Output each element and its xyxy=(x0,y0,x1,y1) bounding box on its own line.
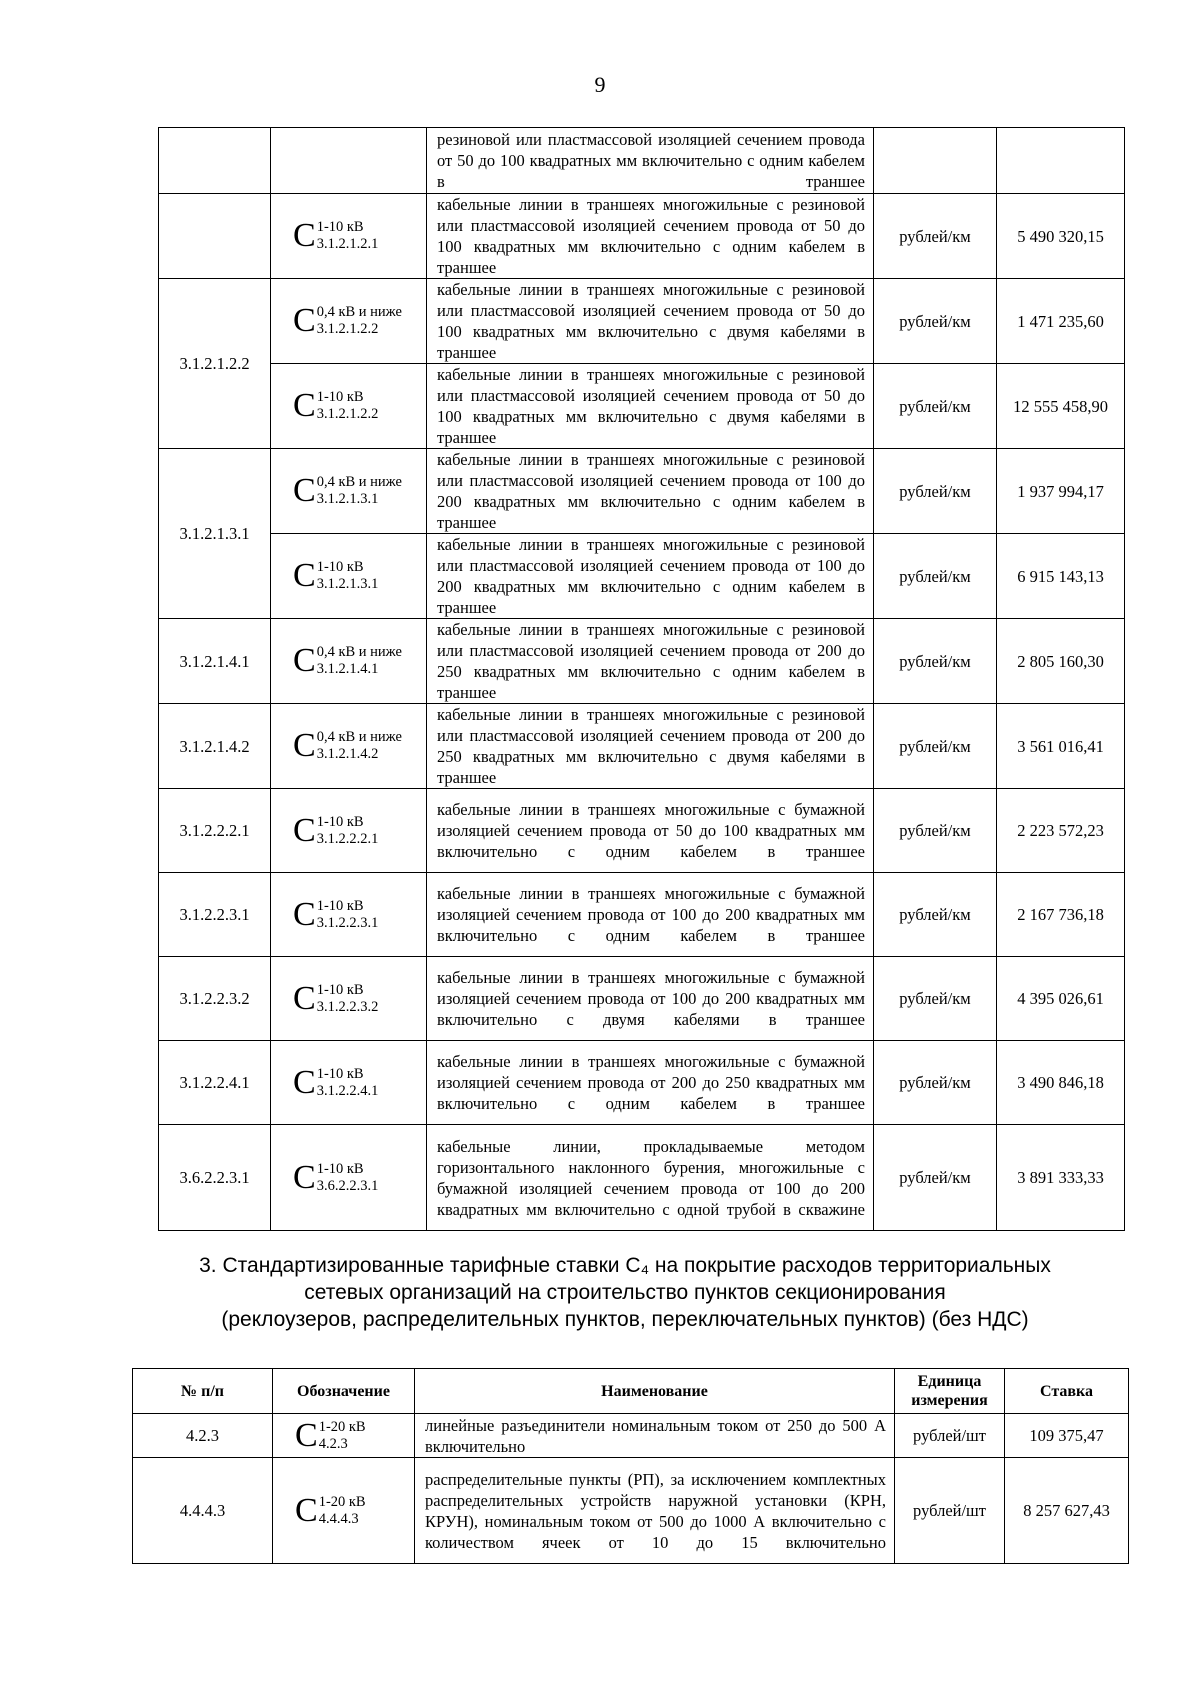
designation-cell: C 1-10 кВ 3.1.2.1.2.1 xyxy=(271,194,427,279)
rate-cell: 3 561 016,41 xyxy=(997,704,1125,789)
header-num: № п/п xyxy=(133,1369,273,1414)
name-cell: кабельные линии в траншеях многожильные с бумажной изоляцией сечением провода от 200 до 250 квадратных мм включительно с одним кабелем в траншее xyxy=(427,1041,874,1125)
table-row xyxy=(159,279,1125,364)
unit-cell xyxy=(874,128,997,194)
rate-cell: 2 167 736,18 xyxy=(997,873,1125,957)
designation-cell: C 1-20 кВ 4.2.3 xyxy=(273,1414,415,1458)
row-code-cell xyxy=(159,194,271,279)
tariff-table-sectioning xyxy=(132,1368,1129,1564)
designation-index: 3.1.2.1.2.1 xyxy=(316,236,379,252)
designation-index: 3.1.2.1.3.1 xyxy=(316,491,379,507)
header-unit: Единица измерения xyxy=(895,1369,1005,1414)
designation-index: 3.6.2.2.3.1 xyxy=(316,1177,379,1194)
designation-index: 3.1.2.1.2.2 xyxy=(316,406,379,422)
designation-voltage: 1-10 кВ xyxy=(316,897,364,914)
designation-cell: C 0,4 кВ и ниже 3.1.2.1.2.2 xyxy=(271,279,427,364)
designation-index: 3.1.2.2.3.2 xyxy=(316,998,379,1015)
designation-cell: C 1-10 кВ 3.6.2.2.3.1 xyxy=(271,1125,427,1231)
row-code-cell: 4.4.4.3 xyxy=(133,1458,273,1564)
name-cell: кабельные линии в траншеях многожильные с резиновой или пластмассовой изоляцией сечением провода от 100 до 200 квадратных мм включительно с одним кабелем в траншее xyxy=(427,534,874,619)
unit-cell: рублей/км xyxy=(874,534,997,619)
unit-cell: рублей/шт xyxy=(895,1414,1005,1458)
designation-voltage: 1-10 кВ xyxy=(316,219,364,235)
table-row xyxy=(159,1041,1125,1125)
rate-cell: 12 555 458,90 xyxy=(997,364,1125,449)
designation-voltage: 1-10 кВ xyxy=(316,1160,364,1177)
unit-cell: рублей/км xyxy=(874,704,997,789)
unit-cell: рублей/км xyxy=(874,873,997,957)
designation-index: 3.1.2.1.4.1 xyxy=(316,661,379,677)
designation-voltage: 1-10 кВ xyxy=(316,981,364,998)
table-row xyxy=(159,128,1125,194)
unit-cell: рублей/км xyxy=(874,1125,997,1231)
rate-cell: 3 490 846,18 xyxy=(997,1041,1125,1125)
designation-voltage: 1-10 кВ xyxy=(316,1065,364,1082)
section-heading xyxy=(130,1252,1120,1333)
table-row xyxy=(159,534,1125,619)
header-rate: Ставка xyxy=(1005,1369,1129,1414)
name-cell: резиновой или пластмассовой изоляцией сечением провода от 50 до 100 квадратных мм включительно с одним кабелем в траншее xyxy=(427,128,874,194)
designation-cell xyxy=(271,128,427,194)
section-heading-line: (реклоузеров, распределительных пунктов, переключательных пунктов) (без НДС) xyxy=(221,1308,1029,1331)
row-code-cell xyxy=(159,128,271,194)
designation-voltage: 1-10 кВ xyxy=(316,389,364,405)
name-cell: кабельные линии в траншеях многожильные с резиновой или пластмассовой изоляцией сечением провода от 50 до 100 квадратных мм включительно с двумя кабелями в траншее xyxy=(427,364,874,449)
table-row xyxy=(133,1414,1129,1458)
row-code-cell: 3.1.2.2.4.1 xyxy=(159,1041,271,1125)
row-code-cell: 3.1.2.1.4.1 xyxy=(159,619,271,704)
rate-cell: 8 257 627,43 xyxy=(1005,1458,1129,1564)
unit-cell: рублей/км xyxy=(874,279,997,364)
rate-cell: 2 805 160,30 xyxy=(997,619,1125,704)
name-cell: кабельные линии в траншеях многожильные с бумажной изоляцией сечением провода от 50 до 100 квадратных мм включительно с одним кабелем в траншее xyxy=(427,789,874,873)
unit-cell: рублей/шт xyxy=(895,1458,1005,1564)
rate-cell xyxy=(997,128,1125,194)
name-cell: распределительные пункты (РП), за исключением комплектных распределительных устройств наружной установки (КРН, КРУН), номинальным током от 500 до 1000 А включительно с количеством ячеек от 10 до 15 включительно xyxy=(415,1458,895,1564)
designation-voltage: 1-20 кВ xyxy=(318,1493,366,1510)
rate-cell: 109 375,47 xyxy=(1005,1414,1129,1458)
unit-cell: рублей/км xyxy=(874,449,997,534)
designation-voltage: 0,4 кВ и ниже xyxy=(316,644,402,660)
designation-voltage: 0,4 кВ и ниже xyxy=(316,729,402,745)
designation-cell: C 0,4 кВ и ниже 3.1.2.1.3.1 xyxy=(271,449,427,534)
page-number: 9 xyxy=(594,72,606,97)
row-code-cell: 3.6.2.2.3.1 xyxy=(159,1125,271,1231)
rate-cell: 1 937 994,17 xyxy=(997,449,1125,534)
table-row xyxy=(159,619,1125,704)
name-cell: кабельные линии в траншеях многожильные с бумажной изоляцией сечением провода от 100 до 200 квадратных мм включительно с двумя кабелями в траншее xyxy=(427,957,874,1041)
unit-cell: рублей/км xyxy=(874,619,997,704)
name-cell: линейные разъединители номинальным током от 250 до 500 А включительно xyxy=(415,1414,895,1458)
row-code-cell: 3.1.2.1.2.2 xyxy=(159,279,271,449)
row-code-cell: 4.2.3 xyxy=(133,1414,273,1458)
table-row xyxy=(133,1458,1129,1564)
row-code-cell: 3.1.2.1.4.2 xyxy=(159,704,271,789)
designation-cell: C 1-10 кВ 3.1.2.2.4.1 xyxy=(271,1041,427,1125)
row-code-cell: 3.1.2.2.3.1 xyxy=(159,873,271,957)
designation-cell: C 1-20 кВ 4.4.4.3 xyxy=(273,1458,415,1564)
name-cell: кабельные линии в траншеях многожильные с резиновой или пластмассовой изоляцией сечением провода от 200 до 250 квадратных мм включительно с одним кабелем в траншее xyxy=(427,619,874,704)
row-code-cell: 3.1.2.1.3.1 xyxy=(159,449,271,619)
section-heading-line: 3. Стандартизированные тарифные ставки С₄ на покрытие расходов территориальных xyxy=(199,1254,1051,1277)
unit-cell: рублей/км xyxy=(874,364,997,449)
table-row xyxy=(159,1125,1125,1231)
rate-cell: 2 223 572,23 xyxy=(997,789,1125,873)
rate-cell: 1 471 235,60 xyxy=(997,279,1125,364)
designation-index: 3.1.2.1.4.2 xyxy=(316,746,379,762)
table-row xyxy=(159,789,1125,873)
designation-index: 4.2.3 xyxy=(318,1435,348,1452)
designation-voltage: 1-20 кВ xyxy=(318,1418,366,1435)
table-row xyxy=(159,449,1125,534)
table-row xyxy=(159,364,1125,449)
unit-cell: рублей/км xyxy=(874,789,997,873)
rate-cell: 3 891 333,33 xyxy=(997,1125,1125,1231)
designation-cell: C 0,4 кВ и ниже 3.1.2.1.4.2 xyxy=(271,704,427,789)
row-code-cell: 3.1.2.2.2.1 xyxy=(159,789,271,873)
designation-index: 4.4.4.3 xyxy=(318,1510,359,1527)
table-row xyxy=(159,957,1125,1041)
designation-cell: C 1-10 кВ 3.1.2.2.3.2 xyxy=(271,957,427,1041)
designation-voltage: 0,4 кВ и ниже xyxy=(316,474,402,490)
designation-cell: C 1-10 кВ 3.1.2.1.2.2 xyxy=(271,364,427,449)
name-cell: кабельные линии в траншеях многожильные с резиновой или пластмассовой изоляцией сечением провода от 100 до 200 квадратных мм включительно с одним кабелем в траншее xyxy=(427,449,874,534)
section-heading-line: сетевых организаций на строительство пунктов секционирования xyxy=(304,1281,946,1304)
unit-cell: рублей/км xyxy=(874,1041,997,1125)
designation-cell: C 0,4 кВ и ниже 3.1.2.1.4.1 xyxy=(271,619,427,704)
designation-index: 3.1.2.2.4.1 xyxy=(316,1082,379,1099)
table-header-row xyxy=(133,1369,1129,1414)
table-row xyxy=(159,873,1125,957)
header-designation: Обозначение xyxy=(273,1369,415,1414)
rate-cell: 4 395 026,61 xyxy=(997,957,1125,1041)
unit-cell: рублей/км xyxy=(874,194,997,279)
name-cell: кабельные линии в траншеях многожильные с бумажной изоляцией сечением провода от 100 до 200 квадратных мм включительно с одним кабелем в траншее xyxy=(427,873,874,957)
designation-index: 3.1.2.1.3.1 xyxy=(316,576,379,592)
designation-voltage: 1-10 кВ xyxy=(316,559,364,575)
row-code-cell: 3.1.2.2.3.2 xyxy=(159,957,271,1041)
designation-cell: C 1-10 кВ 3.1.2.1.3.1 xyxy=(271,534,427,619)
name-cell: кабельные линии в траншеях многожильные с резиновой или пластмассовой изоляцией сечением провода от 50 до 100 квадратных мм включительно с одним кабелем в траншее xyxy=(427,194,874,279)
unit-cell: рублей/км xyxy=(874,957,997,1041)
designation-voltage: 0,4 кВ и ниже xyxy=(316,304,402,320)
name-cell: кабельные линии в траншеях многожильные с резиновой или пластмассовой изоляцией сечением провода от 200 до 250 квадратных мм включительно с двумя кабелями в траншее xyxy=(427,704,874,789)
rate-cell: 5 490 320,15 xyxy=(997,194,1125,279)
table-row xyxy=(159,704,1125,789)
designation-voltage: 1-10 кВ xyxy=(316,813,364,830)
table-row xyxy=(159,194,1125,279)
rate-cell: 6 915 143,13 xyxy=(997,534,1125,619)
designation-cell: C 1-10 кВ 3.1.2.2.2.1 xyxy=(271,789,427,873)
header-name: Наименование xyxy=(415,1369,895,1414)
name-cell: кабельные линии, прокладываемые методом горизонтального наклонного бурения, многожильные с бумажной изоляцией сечением провода от 100 до 200 квадратных мм включительно с одной трубой в скважине xyxy=(427,1125,874,1231)
designation-index: 3.1.2.1.2.2 xyxy=(316,321,379,337)
tariff-table-cables xyxy=(158,127,1125,1231)
designation-index: 3.1.2.2.3.1 xyxy=(316,914,379,931)
designation-index: 3.1.2.2.2.1 xyxy=(316,830,379,847)
name-cell: кабельные линии в траншеях многожильные с резиновой или пластмассовой изоляцией сечением провода от 50 до 100 квадратных мм включительно с двумя кабелями в траншее xyxy=(427,279,874,364)
designation-cell: C 1-10 кВ 3.1.2.2.3.1 xyxy=(271,873,427,957)
